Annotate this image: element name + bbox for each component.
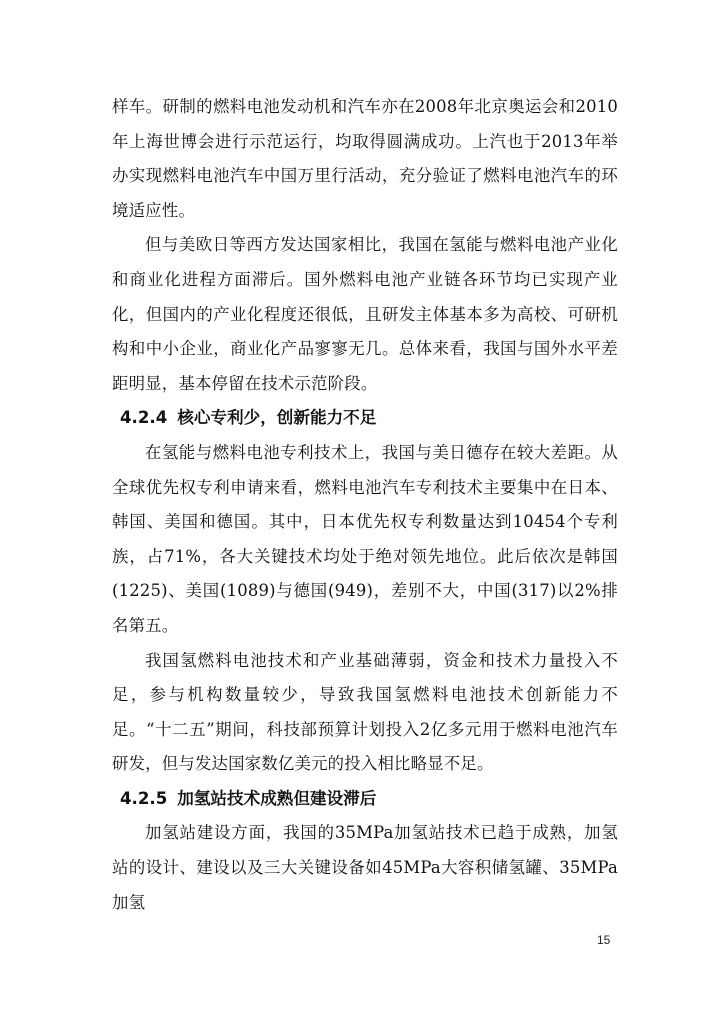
paragraph: 我国氢燃料电池技术和产业基础薄弱，资金和技术力量投入不足，参与机构数量较少，导致我国氢燃料电池技术创新能力不足。“十二五”期间，科技部预算计划投入2亿多元用于燃料电池汽车研发，但与发达国家数亿美元的投入相比略显不足。	[112, 650, 618, 774]
paragraph: 加氢站建设方面，我国的35MPa加氢站技术已趋于成熟，加氢站的设计、建设以及三大关键设备如45MPa大容积储氢罐、35MPa加氢	[112, 823, 618, 912]
document-body	[112, 90, 618, 920]
page-number: 15	[597, 933, 611, 947]
section-number: 4.2.5	[120, 788, 168, 808]
section-title: 加氢站技术成熟但建设滞后	[177, 788, 377, 808]
paragraph: 但与美欧日等西方发达国家相比，我国在氢能与燃料电池产业化和商业化进程方面滞后。国外燃料电池产业链各环节均已实现产业化，但国内的产业化程度还很低，且研发主体基本多为高校、可研机构和中小企业，商业化产品寥寥无几。总体来看，我国与国外水平差距明显，基本停留在技术示范阶段。	[112, 235, 618, 393]
section-heading-4-2-4	[112, 401, 618, 436]
section-title: 核心专利少，创新能力不足	[177, 408, 377, 428]
section-heading-4-2-5	[112, 782, 618, 817]
section-number: 4.2.4	[120, 408, 168, 428]
paragraph: 在氢能与燃料电池专利技术上，我国与美日德存在较大差距。从全球优先权专利申请来看，燃料电池汽车专利技术主要集中在日本、韩国、美国和德国。其中，日本优先权专利数量达到10454个专利族，占71%，各大关键技术均处于绝对领先地位。此后依次是韩国(1225)、美国(1089)与德国(949)，差别不大，中国(317)以2%排名第五。	[112, 442, 618, 635]
paragraph: 样车。研制的燃料电池发动机和汽车亦在2008年北京奥运会和2010年上海世博会进行示范运行，均取得圆满成功。上汽也于2013年举办实现燃料电池汽车中国万里行活动，充分验证了燃料电池汽车的环境适应性。	[112, 97, 618, 220]
